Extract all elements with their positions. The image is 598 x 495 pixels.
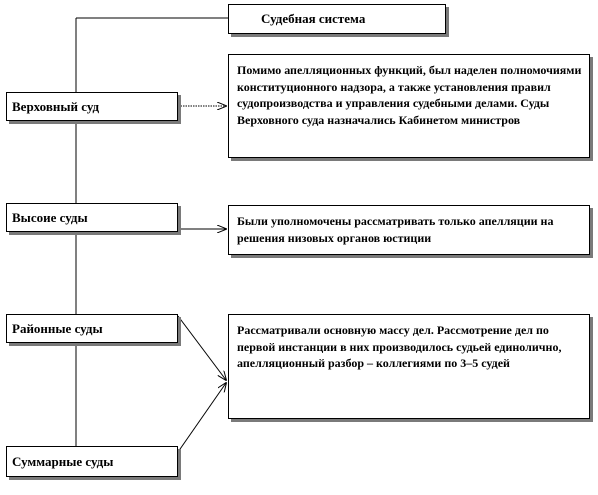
page-title: Судебная система	[261, 11, 366, 26]
title-box	[228, 4, 446, 34]
court-high	[6, 203, 178, 232]
description-text: Рассматривали основную массу дел. Рассмотрение дел по первой инстанции в них производилось судьей единолично, апелляционный разбор – коллегиями по 3–5 судей	[237, 323, 562, 371]
court-label: Суммарные суды	[12, 453, 114, 469]
court-supreme	[6, 92, 178, 121]
court-label: Районные суды	[12, 320, 103, 336]
description-text: Помимо апелляционных функций, был наделен полномочиями конституционного надзора, а также установления правил судопроизводства и управления судебными делами. Суды Верховного суда назначались Кабинетом министров	[237, 63, 582, 127]
description-high	[228, 205, 590, 255]
arrow-district	[178, 316, 226, 380]
court-label: Высоие суды	[12, 209, 88, 225]
description-supreme	[228, 54, 590, 158]
court-district	[6, 314, 178, 343]
description-text: Были уполномочены рассматривать только апелляции на решения низовых органов юстиции	[237, 214, 554, 245]
court-summary	[6, 446, 178, 477]
description-district	[228, 314, 590, 419]
court-label: Верховный суд	[12, 98, 100, 114]
arrow-summary	[178, 383, 226, 452]
